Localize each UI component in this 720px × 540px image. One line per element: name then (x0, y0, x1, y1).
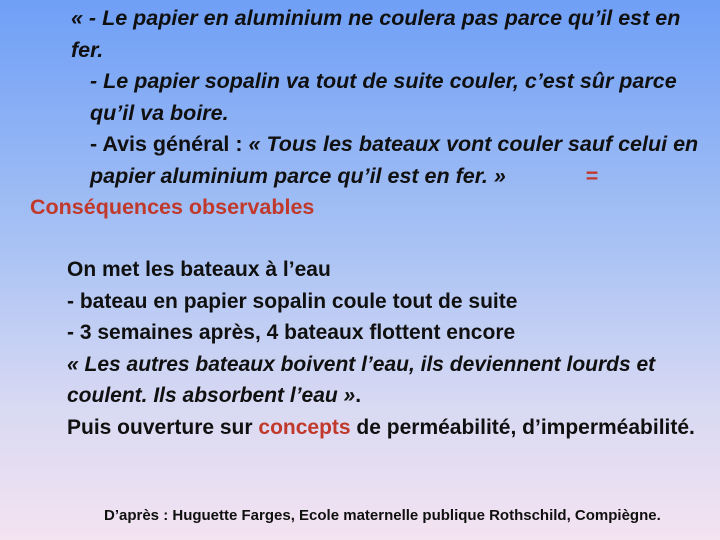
observation-floating: - 3 semaines après, 4 bateaux flottent encore (67, 321, 516, 344)
general-opinion-label: - Avis général : (90, 132, 249, 156)
quote-period: . (355, 384, 362, 407)
observation-quote (30, 349, 716, 412)
children-quote: « Les autres bateaux boivent l’eau, ils deviennent lourds et coulent. Ils absorbent l’eau » (67, 352, 656, 407)
observations-block (30, 254, 716, 443)
concepts-suffix: de perméabilité, d’imperméabilité. (350, 415, 695, 439)
consequences-label: Conséquences observables (30, 195, 315, 219)
concepts-line (30, 412, 716, 444)
general-opinion (30, 129, 716, 192)
observation-sopalin: - bateau en papier sopalin coule tout de suite (67, 289, 518, 313)
equals-sign: = (585, 163, 599, 188)
source-note: D’après : Huguette Farges, Ecole maternelle publique Rothschild, Compiègne. (104, 507, 661, 524)
hypotheses-block (30, 3, 716, 224)
hypothesis-aluminium: « - Le papier en aluminium ne coulera pas parce qu’il est en fer. (71, 6, 681, 62)
observation-intro: On met les bateaux à l’eau (67, 258, 331, 281)
hypothesis-sopalin: - Le papier sopalin va tout de suite couler, c’est sûr parce qu’il va boire. (90, 69, 677, 125)
concepts-highlight: concepts (258, 415, 351, 439)
general-opinion-quote: « Tous les bateaux vont couler sauf celui en papier aluminium parce qu’il est en fer. » (90, 132, 699, 188)
concepts-prefix: Puis ouverture sur (67, 415, 259, 439)
